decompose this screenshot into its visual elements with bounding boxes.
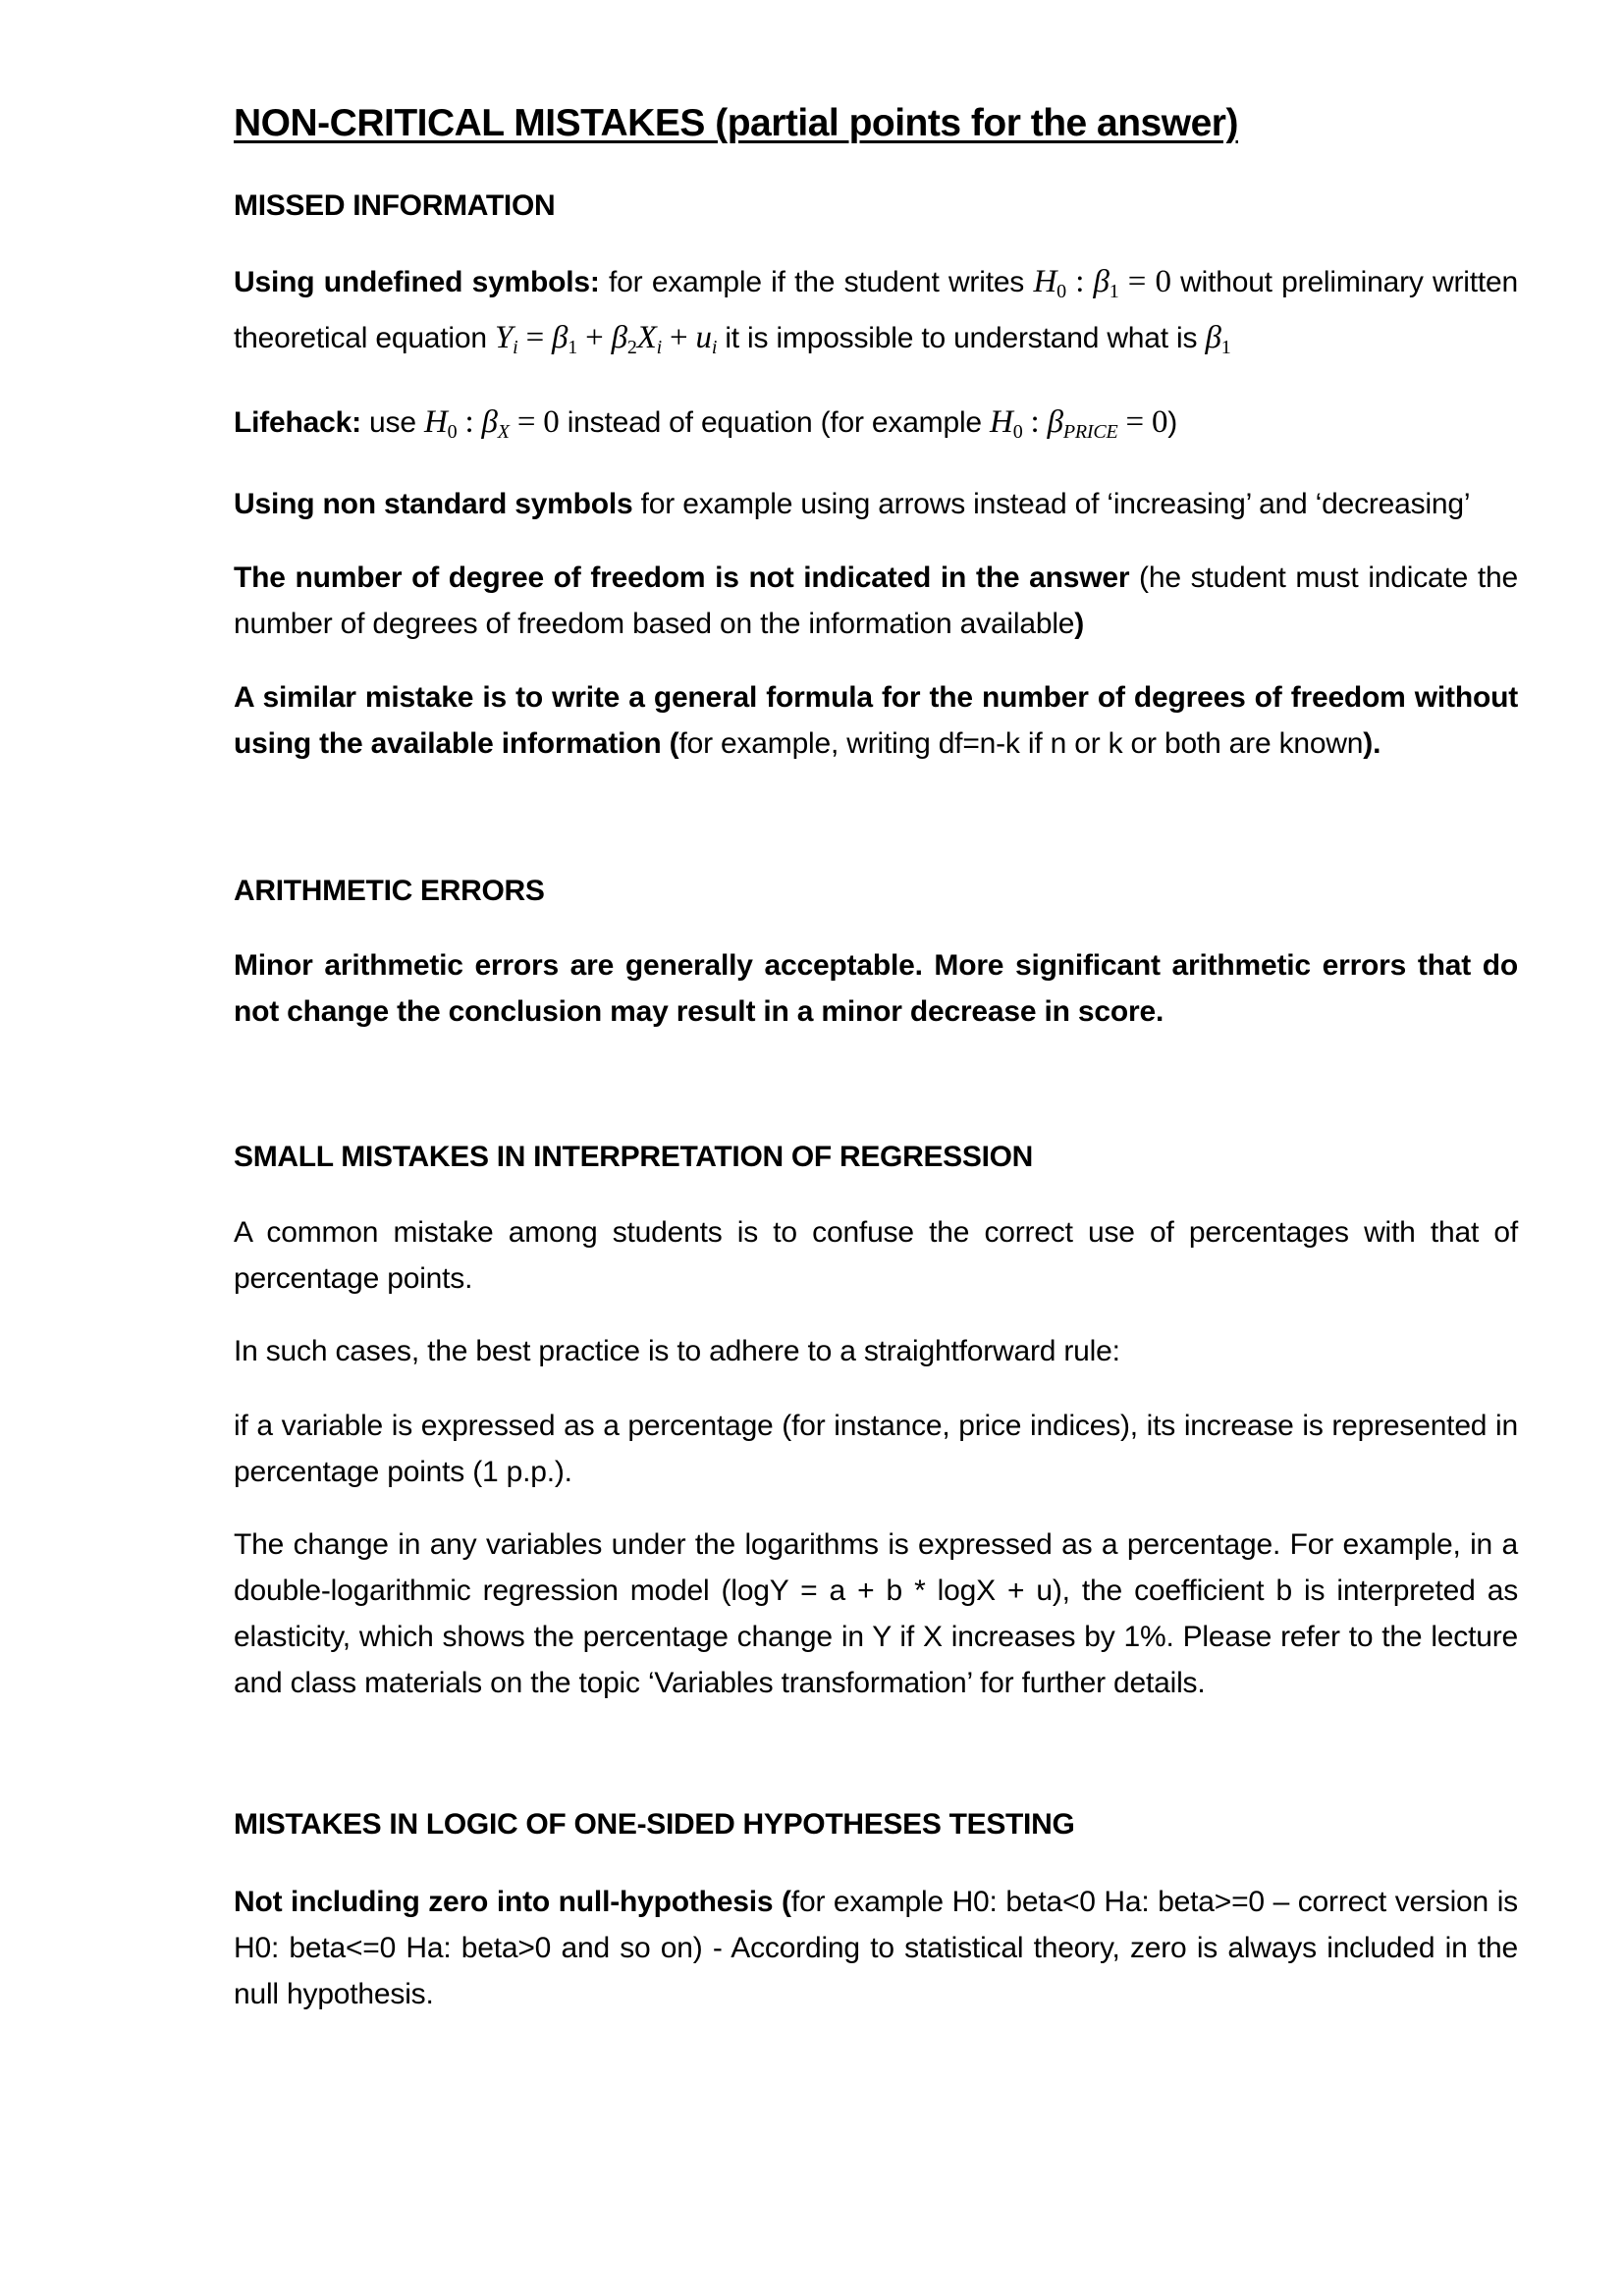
paragraph-df-not-indicated [234,555,1518,647]
sub: 1 [1109,281,1119,302]
label-df-not-indicated: The number of degree of freedom is not indicated in the answer [234,561,1130,594]
sym: : [457,404,482,440]
formula-h0-betax [423,404,560,443]
sym: + [577,320,612,355]
sub: 0 [1056,281,1066,302]
sub: 0 [447,421,458,443]
formula-beta1 [1205,320,1231,358]
sym: = 0 [1118,264,1171,299]
paragraph-lifehack [234,400,1518,455]
paragraph-df-general-formula [234,674,1518,767]
paragraph-percentage-points-rule: if a variable is expressed as a percentage (for instance, price indices), its increase is represented in percentage points (1 p.p.). [234,1410,1518,1488]
label-non-standard-symbols: Using non standard symbols [234,488,633,520]
sym: H [423,404,448,440]
text: use [360,406,424,439]
sym: = 0 [509,404,560,440]
formula-h0-beta1 [1033,264,1171,302]
label-lifehack: Lifehack: [234,406,361,439]
section-heading-missed-information: MISSED INFORMATION [234,189,556,222]
sym: H [1033,264,1057,299]
text: for example H0: beta<0 Ha: beta>=0 – correct version is H0: beta<=0 Ha: beta>0 and so on) - According to statistical theory, zero is always included in the null hypothesis. [234,1886,1518,2010]
sym: : [1065,264,1094,299]
sym: X [636,320,657,355]
sym: β [1205,320,1221,355]
sym: β [1093,264,1110,299]
sym: β [611,320,627,355]
sub: PRICE [1062,421,1118,443]
text: instead of equation (for example [559,406,991,439]
section-heading-one-sided: MISTAKES IN LOGIC OF ONE-SIDED HYPOTHESES TESTING [234,1808,1075,1841]
sym: Y [495,320,514,355]
label-df-general-formula: A similar mistake is to write a general formula for the number of degrees of freedom without using the available information ( [234,681,1518,760]
sym: = [517,320,553,355]
text: ). [1363,727,1381,760]
text: for example, writing df=n-k if n or k or both are known [678,727,1364,760]
paragraph-best-practice: In such cases, the best practice is to adhere to a straightforward rule: [234,1335,1120,1367]
page-title: NON-CRITICAL MISTAKES (partial points for the answer) [234,102,1238,144]
text: for example if the student writes [599,266,1034,298]
sub: i [656,337,662,358]
sub: 2 [626,337,637,358]
sub: 0 [1012,421,1023,443]
text: (he student must indicate the number of degrees of freedom based on the information available [234,561,1518,640]
section-heading-arithmetic-errors: ARITHMETIC ERRORS [234,875,545,907]
section-heading-interpretation: SMALL MISTAKES IN INTERPRETATION OF REGRESSION [234,1141,1034,1173]
sym: = 0 [1117,404,1168,440]
formula-h0-betaprice [990,404,1168,443]
text: ) [1074,608,1085,640]
sym: β [552,320,568,355]
sub: 1 [568,337,578,358]
paragraph-null-hypothesis [234,1879,1518,2017]
sub: i [513,337,518,358]
text: ) [1167,406,1178,439]
paragraph-percentages: A common mistake among students is to confuse the correct use of percentages with that of percentage points. [234,1216,1518,1295]
sym: u [695,320,712,355]
sub: i [711,337,718,358]
paragraph-undefined-symbols [234,259,1518,371]
paragraph-non-standard-symbols [234,481,1518,527]
sym: : [1022,404,1048,440]
paragraph-arithmetic-errors: Minor arithmetic errors are generally acceptable. More significant arithmetic errors that do not change the conclusion may result in a minor decrease in score. [234,949,1518,1028]
sym: H [990,404,1013,440]
text: for example using arrows instead of ‘increasing’ and ‘decreasing’ [632,488,1471,520]
sub: 1 [1220,337,1231,358]
sym: β [481,404,498,440]
paragraph-logarithms: The change in any variables under the logarithms is expressed as a percentage. For example, in a double-logarithmic regression model (logY = a + b * logX + u), the coefficient b is interpreted as elasticity, which shows the percentage change in Y if X increases by 1%. Please refer to the lecture and class materials on the topic ‘Variables transformation’ for further details. [234,1528,1518,1699]
text: without preliminary written theoretical equation [234,266,1518,354]
formula-regression-equation [495,320,718,358]
sub: X [497,421,510,443]
sym: + [662,320,696,355]
label-undefined-symbols: Using undefined symbols: [234,266,600,298]
label-null-hypothesis: Not including zero into null-hypothesis ( [234,1886,791,1918]
text: it is impossible to understand what is [717,322,1206,354]
sym: β [1047,404,1063,440]
